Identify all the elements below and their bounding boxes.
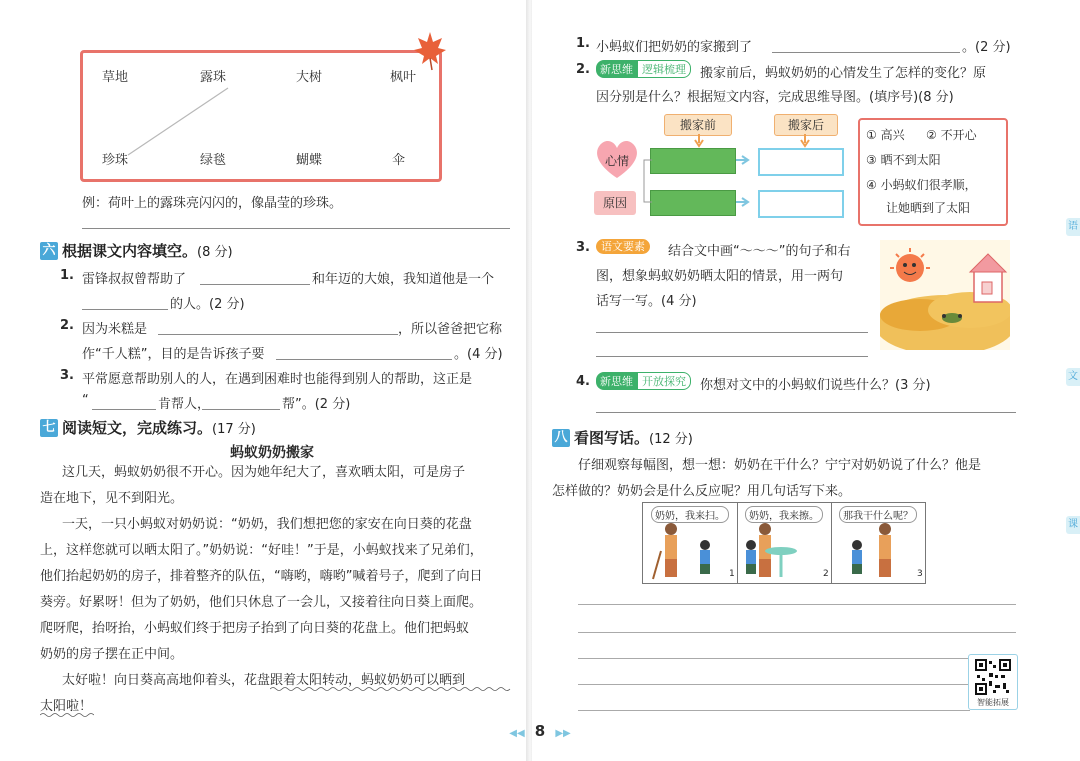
section-title: 根据课文内容填空。 (62, 242, 198, 260)
q1-end: 。(2 分) (962, 40, 1011, 55)
qr-code-icon (975, 659, 1011, 695)
mindmap-options-box (858, 118, 1008, 226)
section-number: 七 (40, 419, 58, 437)
match-bottom-word: 绿毯 (200, 153, 227, 168)
section-number: 六 (40, 242, 58, 260)
q2-text: 搬家前后，蚂蚁奶奶的心情发生了怎样的变化？原 (700, 66, 987, 81)
section8-instruction: 仔细观察每幅图，想一想：奶奶在干什么？宁宁对奶奶说了什么？他是 (578, 458, 982, 473)
arrow-right-icon (736, 154, 752, 166)
option-happy: ① 高兴 (866, 128, 905, 142)
match-box (80, 50, 442, 182)
blank-line[interactable] (82, 309, 168, 310)
story-line: 一天，一只小蚂蚁对奶奶说：“奶奶，我们想把您的家安在向日葵的花盘 (62, 517, 472, 532)
q6-2-text-a: 因为米糕是 (82, 322, 148, 337)
mindmap-after-label: 搬家后 (774, 114, 838, 136)
qr-code-box[interactable] (968, 654, 1018, 710)
section8-instruction: 怎样做的？奶奶会是什么反应呢？用几句话写下来。 (552, 484, 852, 499)
side-tab[interactable]: 课 (1066, 516, 1080, 534)
page-number: 8 (534, 722, 546, 740)
question-number: 3. (576, 240, 590, 255)
side-tab[interactable]: 文 (1066, 368, 1080, 386)
blank-line[interactable] (772, 52, 960, 53)
q6-2-text-c: 作“千人糕”，目的是告诉孩子要 (82, 347, 265, 362)
q6-2-text-d: 。(4 分) (454, 347, 503, 362)
question-number: 2. (576, 62, 590, 77)
comic-strip (642, 502, 926, 584)
question-number: 2. (60, 318, 74, 333)
match-line (83, 53, 439, 179)
q6-1-text-a: 雷锋叔叔曾帮助了 (82, 272, 187, 287)
section-title: 阅读短文，完成练习。 (62, 419, 213, 437)
q6-1-text-b: 和年迈的大娘，我知道他是一个 (312, 272, 495, 287)
tag-logic: 逻辑梳理 (637, 60, 691, 78)
story-line: 太阳啦！ (40, 699, 93, 714)
option-no-sun: ③ 晒不到太阳 (866, 153, 941, 167)
blank-line[interactable] (158, 334, 398, 335)
blank-line[interactable] (200, 284, 310, 285)
maple-leaf-icon (412, 30, 448, 72)
panel-number: 1 (729, 569, 735, 579)
answer-line[interactable] (596, 356, 868, 357)
section-score: (17 分) (212, 422, 256, 437)
question-number: 4. (576, 374, 590, 389)
panel-number: 3 (917, 569, 923, 579)
panel-number: 2 (823, 569, 829, 579)
match-example: 例：荷叶上的露珠亮闪闪的，像晶莹的珍珠。 (82, 196, 343, 211)
arrow-right-icon (736, 196, 752, 208)
story-line: 太好啦！向日葵高高地仰着头，花盘跟着太阳转动，蚂蚁奶奶可以晒到 (62, 673, 466, 688)
section-title: 看图写话。 (574, 429, 650, 447)
q3-text: 图，想象蚂蚁奶奶晒太阳的情景，用一两句 (596, 269, 844, 284)
comic-figures (643, 521, 925, 583)
q6-2-text-b: ，所以爸爸把它称 (398, 322, 503, 337)
answer-line[interactable] (596, 412, 1016, 413)
right-page (532, 0, 1080, 761)
speech-bubble: 那我干什么呢？ (839, 506, 917, 523)
wavy-underline (270, 686, 514, 692)
writing-line[interactable] (578, 684, 970, 685)
match-top-word: 草地 (102, 70, 129, 85)
q6-1-text-c: 的人。(2 分) (170, 297, 245, 312)
writing-line[interactable] (578, 658, 970, 659)
tag-new-thinking: 新思维 (596, 60, 637, 78)
arrow-down-icon (694, 134, 704, 148)
option-filial-cont: 让她晒到了太阳 (886, 201, 971, 215)
match-bottom-word: 蝴蝶 (296, 153, 323, 168)
mindmap-row-mood: 心情 (604, 154, 629, 168)
section-six-heading (40, 240, 233, 261)
mindmap-before-label: 搬家前 (664, 114, 732, 136)
match-top-word: 露珠 (200, 70, 227, 85)
question-number: 3. (60, 368, 74, 383)
match-bottom-word: 伞 (392, 153, 406, 168)
next-arrows-icon: ▶▶ (555, 728, 571, 739)
story-line: 他们抬起奶奶的房子，排着整齐的队伍，“嗨哟，嗨哟”喊着号子，爬到了向日 (40, 569, 483, 584)
mindmap-bracket (640, 158, 652, 206)
q3-text: 话写一写。(4 分) (596, 294, 697, 309)
blank-line[interactable] (92, 409, 156, 410)
question-number: 1. (576, 36, 590, 51)
story-line: 奶奶的房子摆在正中间。 (40, 647, 184, 662)
speech-bubble: 奶奶，我来擦。 (745, 506, 823, 523)
sunflower-illustration (880, 240, 1010, 350)
answer-line[interactable] (82, 228, 510, 229)
option-filial: ④ 小蚂蚁们很孝顺， (866, 178, 977, 192)
q4-text: 你想对文中的小蚂蚁们说些什么？(3 分) (700, 378, 931, 393)
section-number: 八 (552, 429, 570, 447)
mindmap-mood-after-box[interactable] (758, 148, 844, 176)
match-top-word: 大树 (296, 70, 323, 85)
section-seven-heading (40, 417, 256, 438)
q3-tag-wrap (596, 238, 656, 254)
story-line: 葵旁。好累呀！但为了奶奶，他们只休息了一会儿，又接着往向日葵上面爬。 (40, 595, 483, 610)
tag-chinese-element: 语文要素 (596, 239, 650, 254)
option-unhappy: ② 不开心 (926, 128, 977, 142)
section-score: (12 分) (649, 432, 693, 447)
qr-label: 智能拓展 (977, 698, 1009, 707)
match-top-word: 枫叶 (390, 70, 417, 85)
section-eight-heading (552, 427, 693, 448)
speech-bubble: 奶奶，我来扫。 (651, 506, 729, 523)
page-number-bar (490, 722, 590, 740)
q6-3-text-d: 帮”。(2 分) (282, 397, 351, 412)
arrow-down-icon (800, 134, 810, 148)
prev-arrows-icon: ◀◀ (509, 728, 525, 739)
match-bottom-word: 珍珠 (102, 153, 129, 168)
answer-line[interactable] (596, 332, 868, 333)
q1-text: 小蚂蚁们把奶奶的家搬到了 (596, 40, 753, 55)
q2-tag (596, 60, 697, 78)
tag-open-explore: 开放探究 (637, 372, 691, 390)
story-line: 造在地下，见不到阳光。 (40, 491, 184, 506)
story-line: 爬呀爬，抬呀抬，小蚂蚁们终于把房子抬到了向日葵的花盘上。他们把蚂蚁 (40, 621, 470, 636)
wavy-underline (40, 712, 94, 718)
question-number: 1. (60, 268, 74, 283)
q6-3-text-a: 平常愿意帮助别人的人，在遇到困难时也能得到别人的帮助，这正是 (82, 372, 473, 387)
tag-new-thinking: 新思维 (596, 372, 637, 390)
q3-text: 结合文中画“～～～”的句子和右 (668, 244, 851, 259)
mindmap-row-reason: 原因 (594, 191, 636, 215)
writing-line[interactable] (578, 710, 970, 711)
story-line: 这几天，蚂蚁奶奶很不开心。因为她年纪大了，喜欢晒太阳，可是房子 (62, 465, 466, 480)
story-line: 上，这样您就可以晒太阳了。”奶奶说：“好哇！”于是，小蚂蚁找来了兄弟们， (40, 543, 483, 558)
mindmap-reason-after-box[interactable] (758, 190, 844, 218)
q6-3-text-c: 肯帮人， (158, 397, 211, 412)
writing-line[interactable] (578, 604, 1016, 605)
left-page (0, 0, 528, 761)
blank-line[interactable] (202, 409, 280, 410)
q6-3-text-b: “ (82, 393, 89, 408)
writing-line[interactable] (578, 632, 1016, 633)
blank-line[interactable] (276, 359, 452, 360)
q2-text: 因分别是什么？根据短文内容，完成思维导图。(填序号)(8 分) (596, 90, 954, 105)
mindmap-mood-before-box[interactable] (650, 148, 736, 174)
section-score: (8 分) (197, 245, 233, 260)
story-title: 蚂蚁奶奶搬家 (230, 445, 314, 461)
mindmap-reason-before-box[interactable] (650, 190, 736, 216)
q4-tag (596, 372, 697, 390)
side-tab[interactable]: 语 (1066, 218, 1080, 236)
